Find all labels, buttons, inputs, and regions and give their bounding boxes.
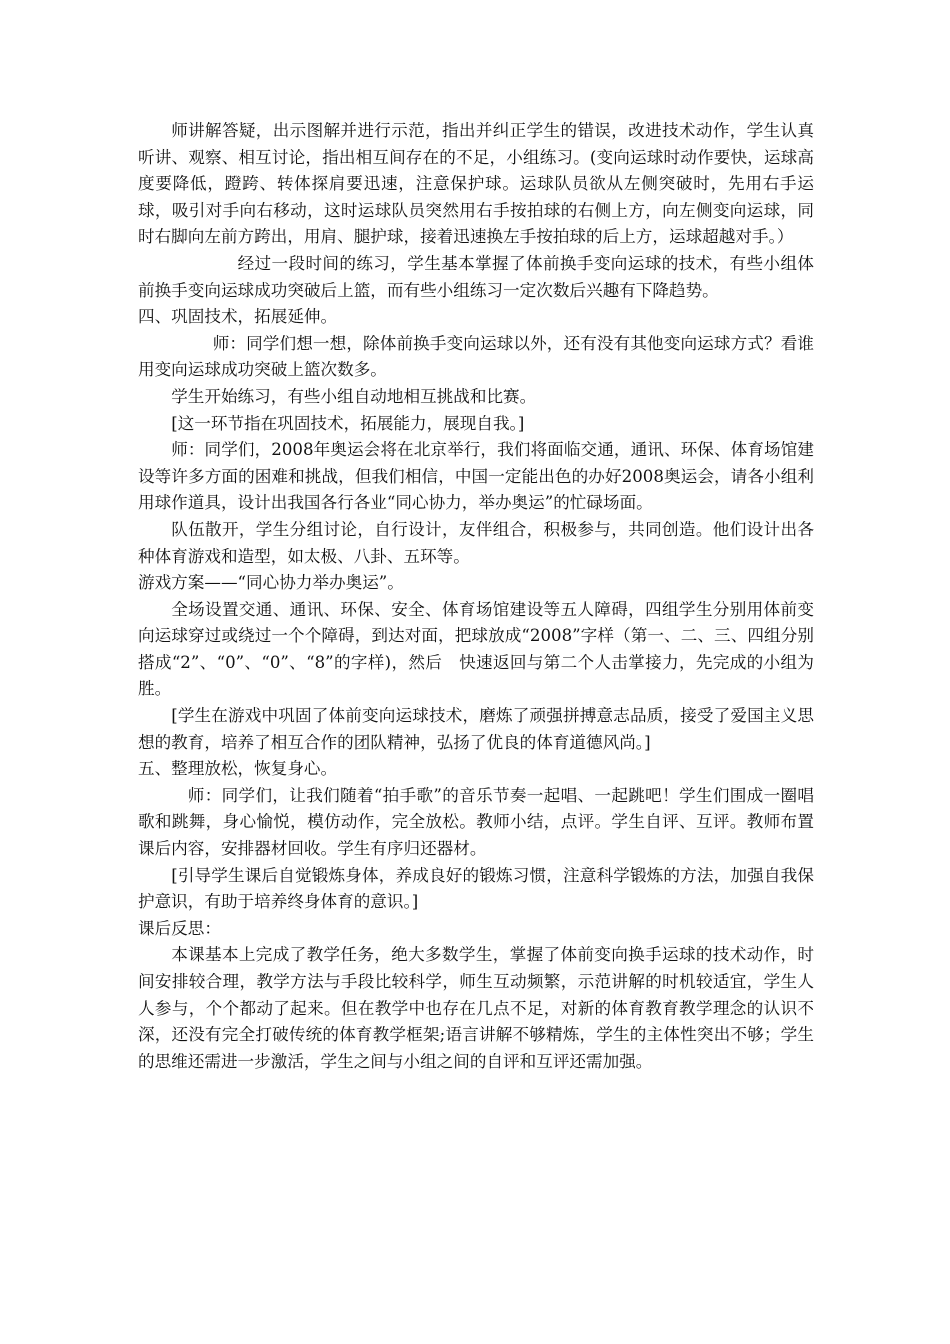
- reflection-heading: 课后反思：: [138, 918, 221, 938]
- paragraph-olympics: 师：同学们，2008年奥运会将在北京举行，我们将面临交通，通讯、环保、体育场馆建设等许多方面的困难和挑战，但我们相信，中国一定能出色的办好2008奥运会，请各小组利用球作道具，设计出我国各行各业“同心协力，举办奥运”的忙碌场面。: [138, 440, 814, 513]
- paragraph-demonstration: 师讲解答疑，出示图解并进行示范，指出并纠正学生的错误，改进技术动作，学生认真听讲、观察、相互讨论，指出相互间存在的不足，小组练习。(变向运球时动作要快，运球高度要降低，蹬跨、转体探肩要迅速，注意保护球。运球队员欲从左侧突破时，先用右手运球，吸引对手向右移动，这时运球队员突然用右手按拍球的右侧上方，向左侧变向运球，同时右脚向左前方跨出，用肩、腿护球，接着迅速换左手按拍球的后上方，运球超越对手。）: [138, 121, 814, 247]
- document-body: [138, 118, 814, 1075]
- section-heading-relax: 五、整理放松，恢复身心。: [138, 759, 338, 779]
- paragraph-teacher-question: 师：同学们想一想，除体前换手变向运球以外，还有没有其他变向运球方式？看谁用变向运球成功突破上篮次数多。: [138, 333, 814, 380]
- paragraph-game-rules: 全场设置交通、通讯、环保、安全、体育场馆建设等五人障碍，四组学生分别用体前变向运球穿过或绕过一个个障碍，到达对面，把球放成“2008”字样（第一、二、三、四组分别搭成“2”、“0”、“0”、“8”的字样)，然后 快速返回与第二个人击掌接力，先完成的小组为胜。: [138, 599, 814, 699]
- game-plan-heading: 游戏方案——“同心协力举办奥运”。: [138, 573, 404, 593]
- section-heading-consolidate: 四、巩固技术，拓展延伸。: [138, 307, 338, 327]
- paragraph-note-game: [学生在游戏中巩固了体前变向运球技术，磨炼了顽强拼搏意志品质，接受了爱国主义思想的教育，培养了相互合作的团队精神，弘扬了优良的体育道德风尚。]: [138, 706, 814, 752]
- paragraph-group-design: 队伍散开，学生分组讨论，自行设计，友伴组合，积极参与，共同创造。他们设计出各种体育游戏和造型，如太极、八卦、五环等。: [138, 519, 814, 566]
- paragraph-relax-song: 师：同学们，让我们随着“拍手歌”的音乐节奏一起唱、一起跳吧！学生们围成一圈唱歌和跳舞，身心愉悦，模仿动作，完全放松。教师小结，点评。学生自评、互评。教师布置课后内容，安排器材回收。学生有序归还器材。: [138, 785, 814, 859]
- paragraph-practice-result: 经过一段时间的练习，学生基本掌握了体前换手变向运球的技术，有些小组体前换手变向运球成功突破后上篮，而有些小组练习一定次数后兴趣有下降趋势。: [138, 253, 814, 300]
- paragraph-students-practice: 学生开始练习，有些小组自动地相互挑战和比赛。: [171, 386, 537, 406]
- paragraph-reflection: 本课基本上完成了教学任务，绝大多数学生，掌握了体前变向换手运球的技术动作，时间安排较合理，教学方法与手段比较科学，师生互动频繁，示范讲解的时机较适宜，学生人人参与，个个都动了起来。但在教学中也存在几点不足，对新的体育教育教学理念的认识不深，还没有完全打破传统的体育教学框架;语言讲解不够精炼，学生的主体性突出不够；学生的思维还需进一步激活，学生之间与小组之间的自评和互评还需加强。: [138, 945, 814, 1071]
- paragraph-note-relax: [引导学生课后自觉锻炼身体，养成良好的锻炼习惯，注意科学锻炼的方法，加强自我保护意识，有助于培养终身体育的意识。]: [138, 865, 814, 912]
- paragraph-note-consolidate: [这一环节指在巩固技术，拓展能力，展现自我。]: [171, 413, 525, 433]
